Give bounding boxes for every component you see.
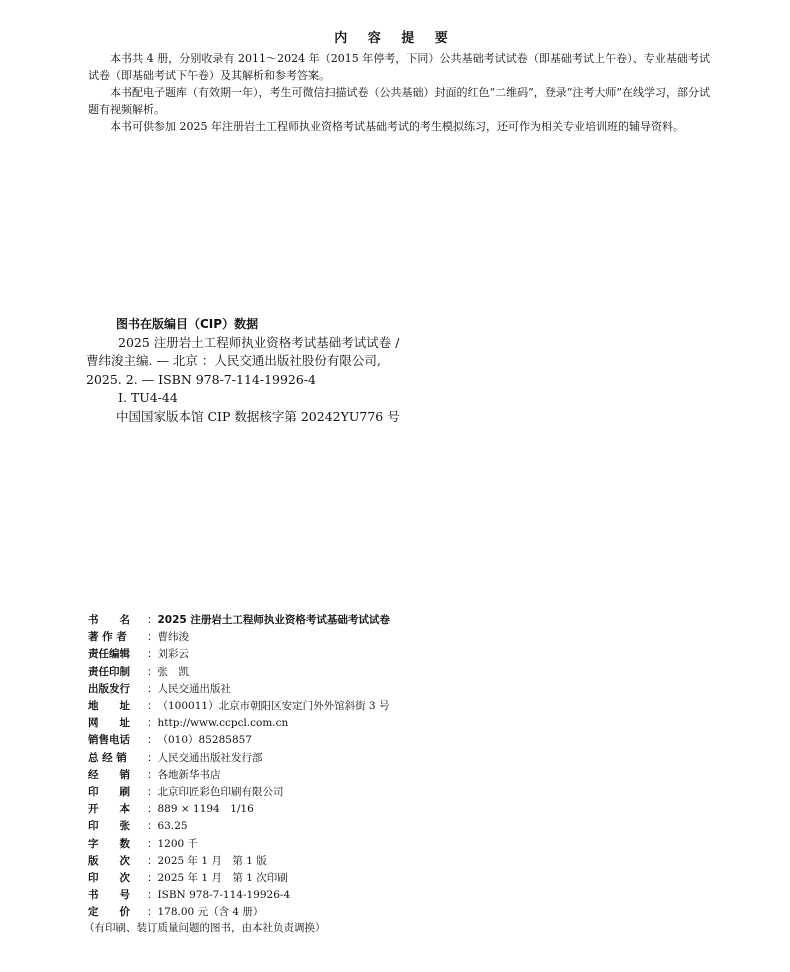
colophon-value: 1200 千 xyxy=(157,837,199,850)
colophon-label: 字 数 xyxy=(88,837,130,850)
colophon-value: 2025 年 1 月 第 1 版 xyxy=(157,854,267,867)
colophon-value: （100011）北京市朝阳区安定门外外馆斜街 3 号 xyxy=(157,700,390,713)
cip-line: 2025. 2. — ISBN 978-7-114-19926-4 xyxy=(86,371,317,387)
cip-line: 曹纬浚主编. — 北京 ：人民交通出版社股份有限公司, xyxy=(86,353,381,368)
summary-paragraph: 本书配电子题库（有效期一年），考生可微信扫描试卷（公共基础）封面的红色“二维码”，登录“注考大师”在线学习，部分试题有视频解析。 xyxy=(88,86,710,116)
colophon-label: 印 张 xyxy=(88,820,130,833)
cip-heading: 图书在版编目（CIP）数据 xyxy=(116,317,259,331)
colophon-value: 889 × 1194 1/16 xyxy=(157,803,254,816)
colophon-row: 网 址 ： http://www.ccpcl.com.cn xyxy=(88,715,708,732)
colophon-row: 印 刷 ： 北京印匠彩色印刷有限公司 xyxy=(88,784,708,801)
summary-section xyxy=(88,50,710,135)
summary-paragraph: 本书共 4 册，分别收录有 2011～2024 年（2015 年停考，下同）公共基础考试试卷（即基础考试上午卷）、专业基础考试试卷（即基础考试下午卷）及其解析和参考答案。 xyxy=(88,52,710,82)
colophon-value: 曹纬浚 xyxy=(157,631,189,644)
colophon-value: 北京印匠彩色印刷有限公司 xyxy=(157,786,284,799)
colophon-row: 印 次 ： 2025 年 1 月 第 1 次印刷 xyxy=(88,870,708,887)
colophon-row: 总 经 销 ： 人民交通出版社发行部 xyxy=(88,750,708,767)
colophon-row: 销售电话 ： （010）85285857 xyxy=(88,732,708,749)
colophon-label: 开 本 xyxy=(88,803,130,816)
colophon-value: 63.25 xyxy=(157,820,188,833)
colophon-label: 出版发行 xyxy=(88,682,130,695)
colophon-row: 版 次 ： 2025 年 1 月 第 1 版 xyxy=(88,853,708,870)
colophon-value: 178.00 元（含 4 册） xyxy=(157,906,264,919)
colophon-label: 销售电话 xyxy=(88,734,130,747)
colophon-row: 责任编辑 ： 刘彩云 xyxy=(88,646,708,663)
colophon-row: 书 名 ： 2025 注册岩土工程师执业资格考试基础考试试卷 xyxy=(88,612,708,629)
colophon xyxy=(88,612,708,922)
colophon-label: 定 价 xyxy=(88,906,130,919)
colophon-row: 经 销 ： 各地新华书店 xyxy=(88,767,708,784)
colophon-label: 经 销 xyxy=(88,768,130,781)
colophon-label: 版 次 xyxy=(88,854,130,867)
colophon-label: 印 次 xyxy=(88,872,130,885)
cip-line: 2025 注册岩土工程师执业资格考试基础考试试卷 / xyxy=(118,334,400,350)
colophon-label: 著 作 者 xyxy=(88,631,127,644)
colophon-value: （010）85285857 xyxy=(157,734,252,747)
colophon-label: 责任印制 xyxy=(88,665,130,678)
quality-note: （有印刷、装订质量问题的图书，由本社负责调换） xyxy=(84,922,326,934)
colophon-row: 字 数 ： 1200 千 xyxy=(88,836,708,853)
colophon-value: ISBN 978-7-114-19926-4 xyxy=(157,889,291,902)
colophon-value: 2025 注册岩土工程师执业资格考试基础考试试卷 xyxy=(157,614,390,626)
colophon-value: http://www.ccpcl.com.cn xyxy=(157,717,289,730)
colophon-label: 印 刷 xyxy=(88,786,130,799)
colophon-value: 各地新华书店 xyxy=(157,768,221,781)
colophon-value: 刘彩云 xyxy=(157,648,189,661)
colophon-label: 书 号 xyxy=(88,889,130,902)
colophon-row: 著 作 者 ： 曹纬浚 xyxy=(88,629,708,646)
summary-title: 内 容 提 要 xyxy=(334,31,456,46)
cip-line: 中国国家版本馆 CIP 数据核字第 20242YU776 号 xyxy=(116,408,400,424)
colophon-row: 出版发行 ： 人民交通出版社 xyxy=(88,681,708,698)
colophon-row: 书 号 ： ISBN 978-7-114-19926-4 xyxy=(88,887,708,904)
colophon-value: 人民交通出版社 xyxy=(157,682,231,695)
colophon-value: 人民交通出版社发行部 xyxy=(157,751,263,764)
colophon-value: 2025 年 1 月 第 1 次印刷 xyxy=(157,872,288,885)
colophon-label: 责任编辑 xyxy=(88,648,130,661)
colophon-row: 开 本 ： 889 × 1194 1/16 xyxy=(88,801,708,818)
colophon-label: 地 址 xyxy=(88,700,130,713)
summary-paragraph: 本书可供参加 2025 年注册岩土工程师执业资格考试基础考试的考生模拟练习，还可作为相关专业培训班的辅导资料。 xyxy=(110,120,684,133)
colophon-label: 总 经 销 xyxy=(88,751,127,764)
cip-line: Ⅰ. TU4-44 xyxy=(118,390,178,405)
colophon-row: 责任印制 ： 张 凯 xyxy=(88,664,708,681)
cip-section xyxy=(86,315,676,426)
colophon-label: 书 名 xyxy=(88,614,130,626)
colophon-value: 张 凯 xyxy=(157,665,189,678)
colophon-row: 地 址 ： （100011）北京市朝阳区安定门外外馆斜街 3 号 xyxy=(88,698,708,715)
colophon-row: 定 价 ： 178.00 元（含 4 册） xyxy=(88,904,708,921)
colophon-row: 印 张 ： 63.25 xyxy=(88,818,708,835)
colophon-label: 网 址 xyxy=(88,717,130,730)
